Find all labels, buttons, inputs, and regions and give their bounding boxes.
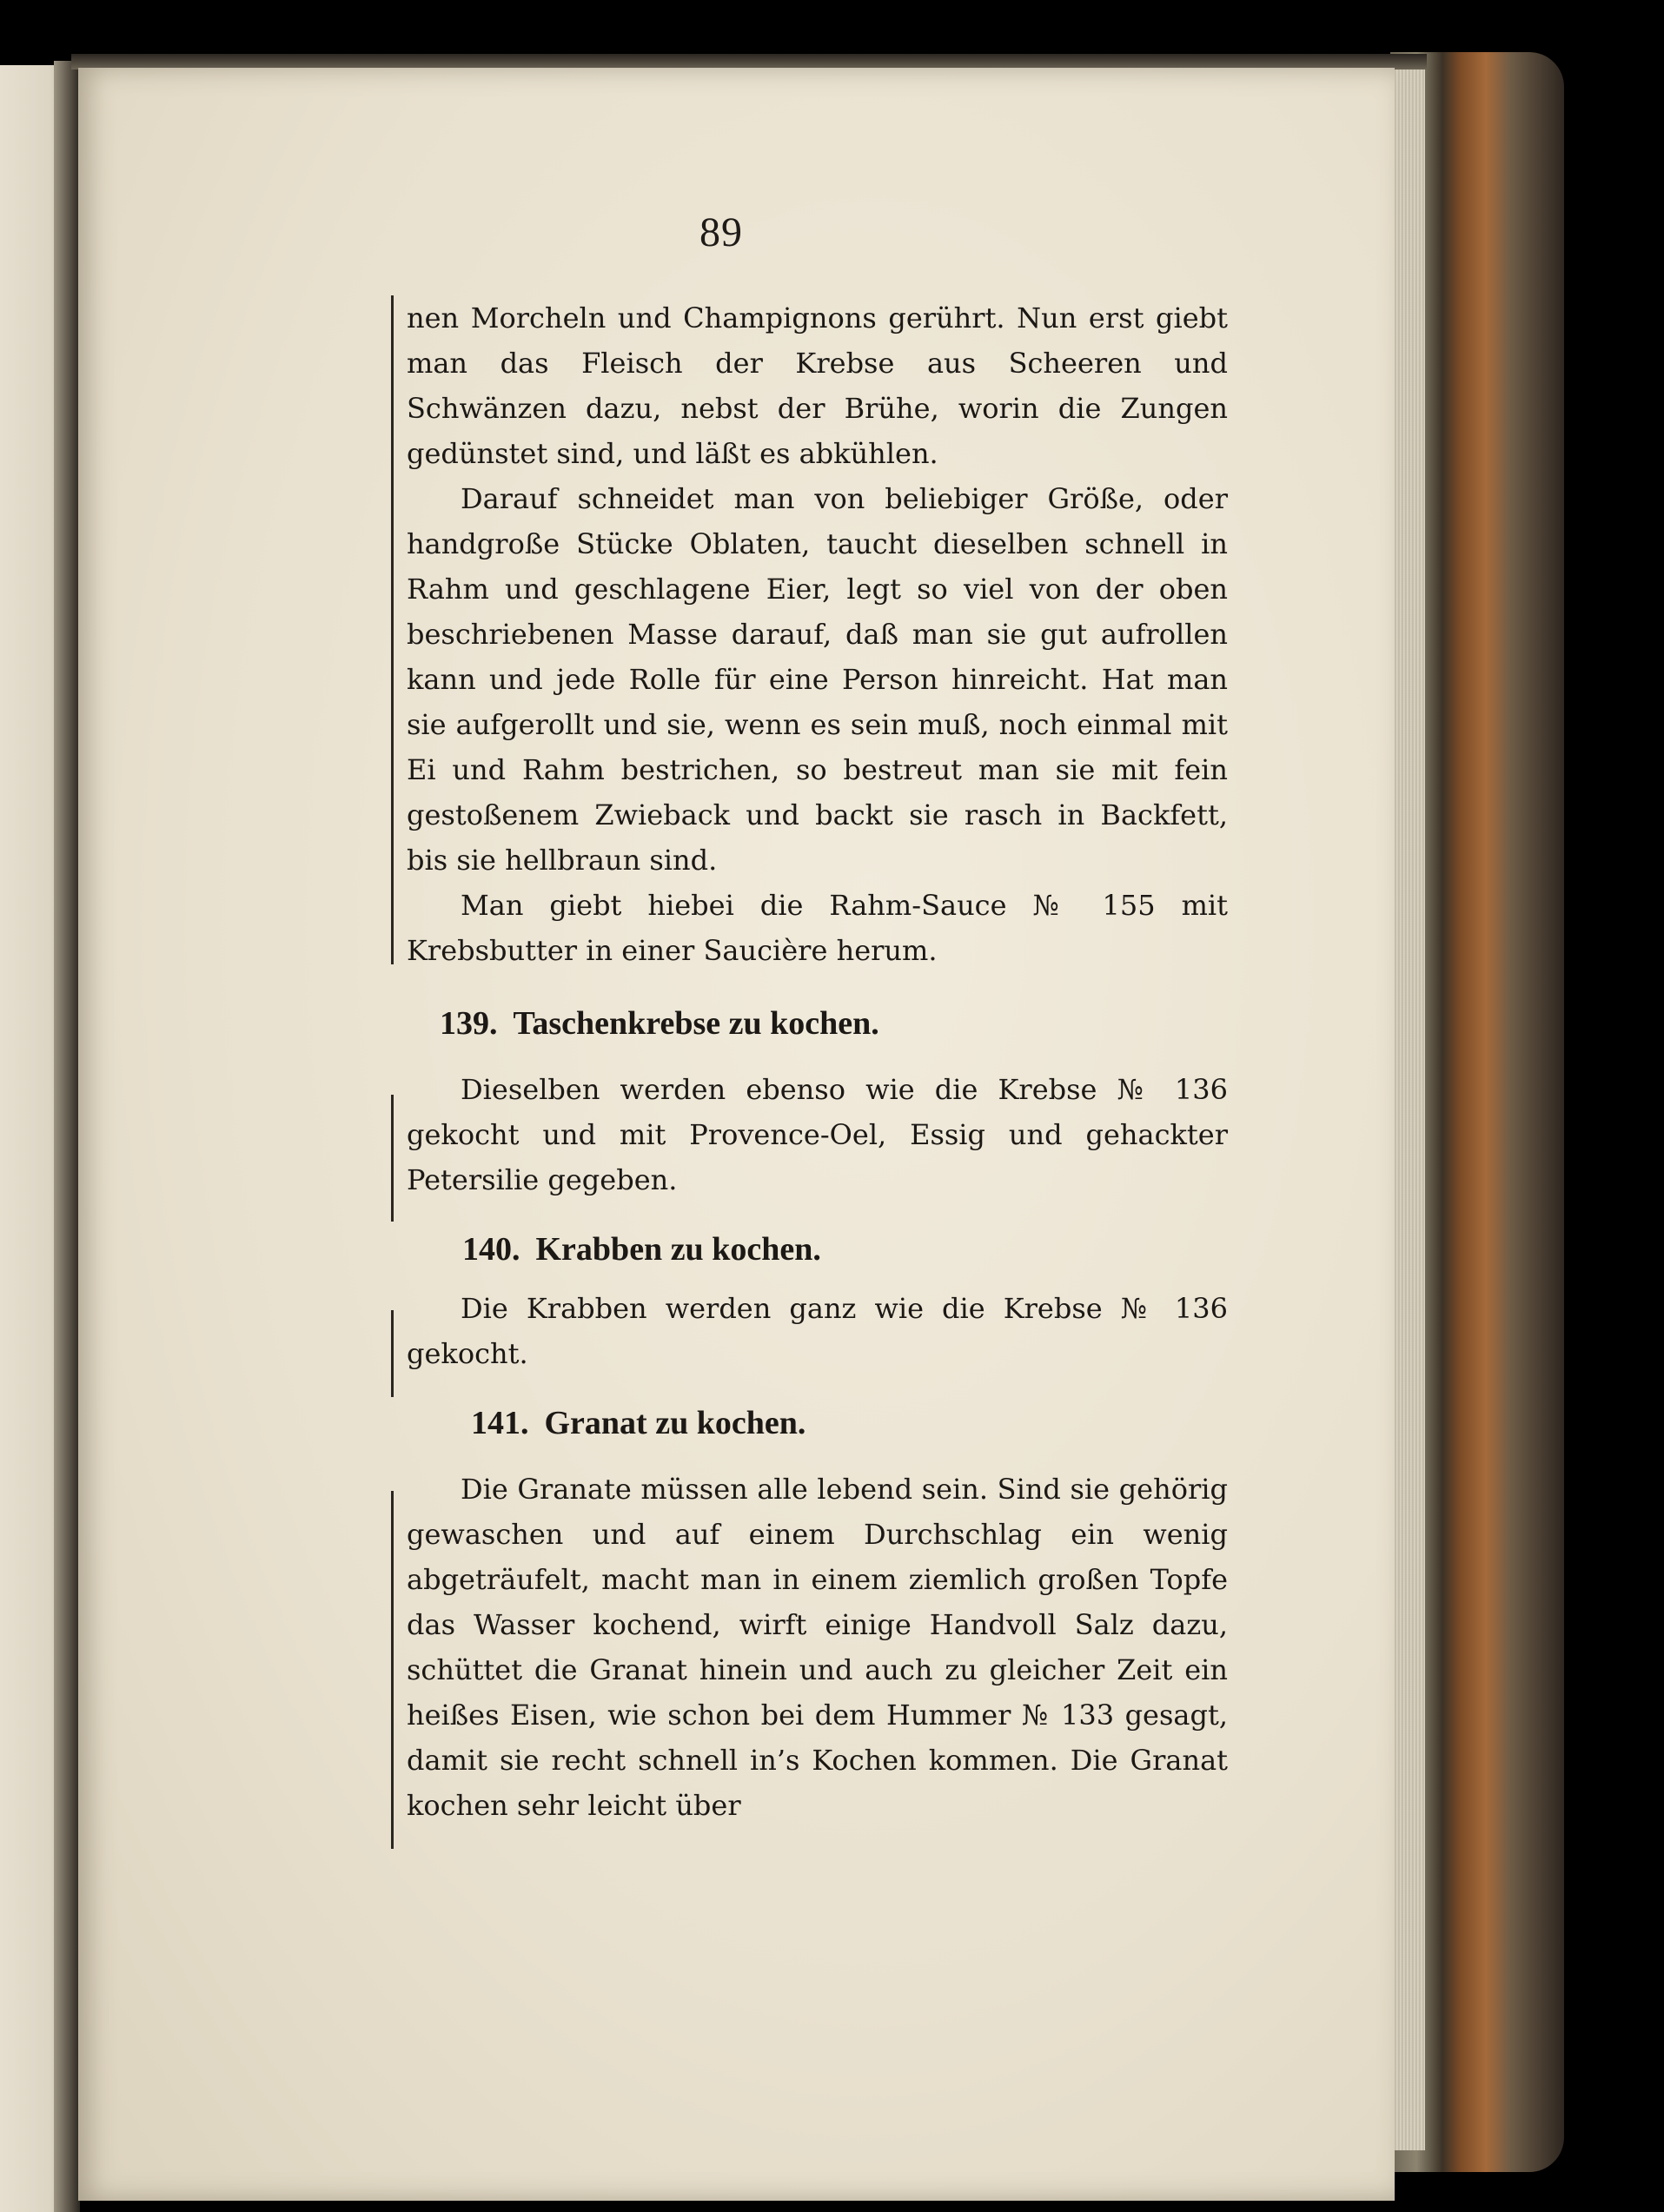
section-heading — [462, 1227, 1228, 1272]
margin-line — [391, 1491, 394, 1849]
section-text: Die Krabben werden ganz wie die Krebse № 136 gekocht. — [407, 1292, 1228, 1370]
margin-line — [391, 1095, 394, 1222]
section-140 — [407, 1227, 1228, 1376]
section-number: 140. — [462, 1231, 520, 1268]
page-body — [407, 295, 1228, 1828]
book-gutter — [54, 61, 80, 2212]
section-139 — [407, 1001, 1228, 1202]
section-heading — [440, 1001, 1228, 1046]
section-title: Krabben zu kochen. — [535, 1231, 821, 1268]
section-title: Granat zu kochen. — [544, 1405, 806, 1441]
paragraph: Darauf schneidet man von beliebiger Größe, oder handgroße Stücke Oblaten, taucht dieselben schnell in Rahm und geschlagene Eier, legt so viel von der oben beschriebenen Masse darauf, daß man sie gut aufrollen kann und jede Rolle für eine Person hinreicht. Hat man sie aufgerollt und sie, wenn es sein muß, noch einmal mit Ei und Rahm bestrichen, so bestreut man sie mit fein gestoßenem Zwieback und backt sie rasch in Backfett, bis sie hellbraun sind. — [407, 482, 1228, 877]
section-number: 139. — [440, 1005, 498, 1042]
page-number: 89 — [699, 209, 743, 255]
paragraph: nen Morcheln und Champignons gerührt. Nun erst giebt man das Fleisch der Krebse aus Scheeren und Schwänzen dazu, nebst der Brühe, worin die Zungen gedünstet sind, und läßt es abkühlen. — [407, 301, 1228, 470]
section-title: Taschenkrebse zu kochen. — [513, 1005, 879, 1042]
section-141 — [407, 1401, 1228, 1828]
margin-line — [391, 1310, 394, 1397]
margin-line — [391, 295, 394, 964]
section-heading — [471, 1401, 1228, 1446]
paragraph: Man giebt hiebei die Rahm-Sauce № 155 mit Krebsbutter in einer Saucière herum. — [407, 889, 1228, 967]
section-text: Die Granate müssen alle lebend sein. Sind sie gehörig gewaschen und auf einem Durchschlag ein wenig abgeträufelt, macht man in einem ziemlich großen Topfe das Wasser kochend, wirft einige Handvoll Salz dazu, schüttet die Granat hinein und auch zu gleicher Zeit ein heißes Eisen, wie schon bei dem Hummer № 133 gesagt, damit sie recht schnell in’s Kochen kommen. Die Granat kochen sehr leicht über — [407, 1473, 1228, 1822]
section-text: Dieselben werden ebenso wie die Krebse № 136 gekocht und mit Provence-Oel, Essig und gehackter Petersilie gegeben. — [407, 1073, 1228, 1196]
section-number: 141. — [471, 1405, 529, 1441]
